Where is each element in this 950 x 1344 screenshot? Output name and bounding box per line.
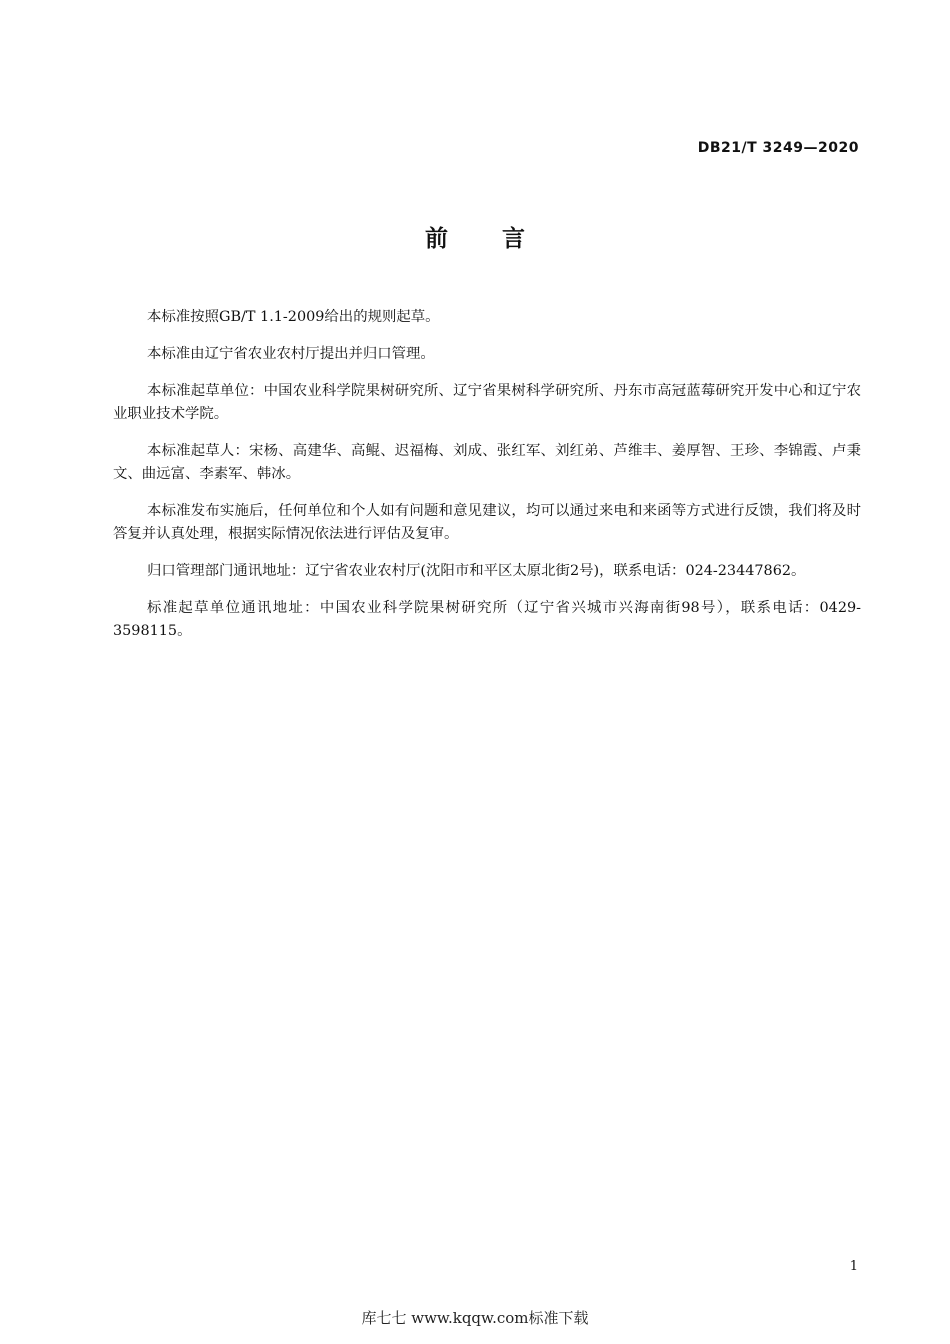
- document-code: DB21/T 3249—2020: [697, 140, 859, 156]
- paragraph-management-address: 归口管理部门通讯地址：辽宁省农业农村厅(沈阳市和平区太原北街2号)，联系电话：024-23447862。: [147, 563, 806, 579]
- page-number: 1: [849, 1259, 858, 1274]
- paragraph-drafting-units: 本标准起草单位：中国农业科学院果树研究所、辽宁省果树科学研究所、丹东市高冠蓝莓研究开发中心和辽宁农业职业技术学院。: [113, 383, 861, 422]
- footer-watermark-link[interactable]: 库七七 www.kqqw.com标准下载: [361, 1309, 589, 1327]
- paragraph-proposer: 本标准由辽宁省农业农村厅提出并归口管理。: [147, 346, 435, 362]
- page-title: 前言: [425, 226, 579, 252]
- paragraph-drafting-rules: 本标准按照GB/T 1.1-2009给出的规则起草。: [147, 309, 440, 325]
- foreword-body: [113, 306, 861, 657]
- paragraph-drafters: 本标准起草人：宋杨、高建华、高鲲、迟福梅、刘成、张红军、刘红弟、芦维丰、姜厚智、王珍、李锦霞、卢秉文、曲远富、李素军、韩冰。: [113, 443, 861, 482]
- paragraph-drafter-address: 标准起草单位通讯地址：中国农业科学院果树研究所（辽宁省兴城市兴海南街98号），联系电话：0429-3598115。: [113, 600, 861, 639]
- paragraph-feedback: 本标准发布实施后，任何单位和个人如有问题和意见建议，均可以通过来电和来函等方式进行反馈，我们将及时答复并认真处理，根据实际情况依法进行评估及复审。: [113, 503, 861, 542]
